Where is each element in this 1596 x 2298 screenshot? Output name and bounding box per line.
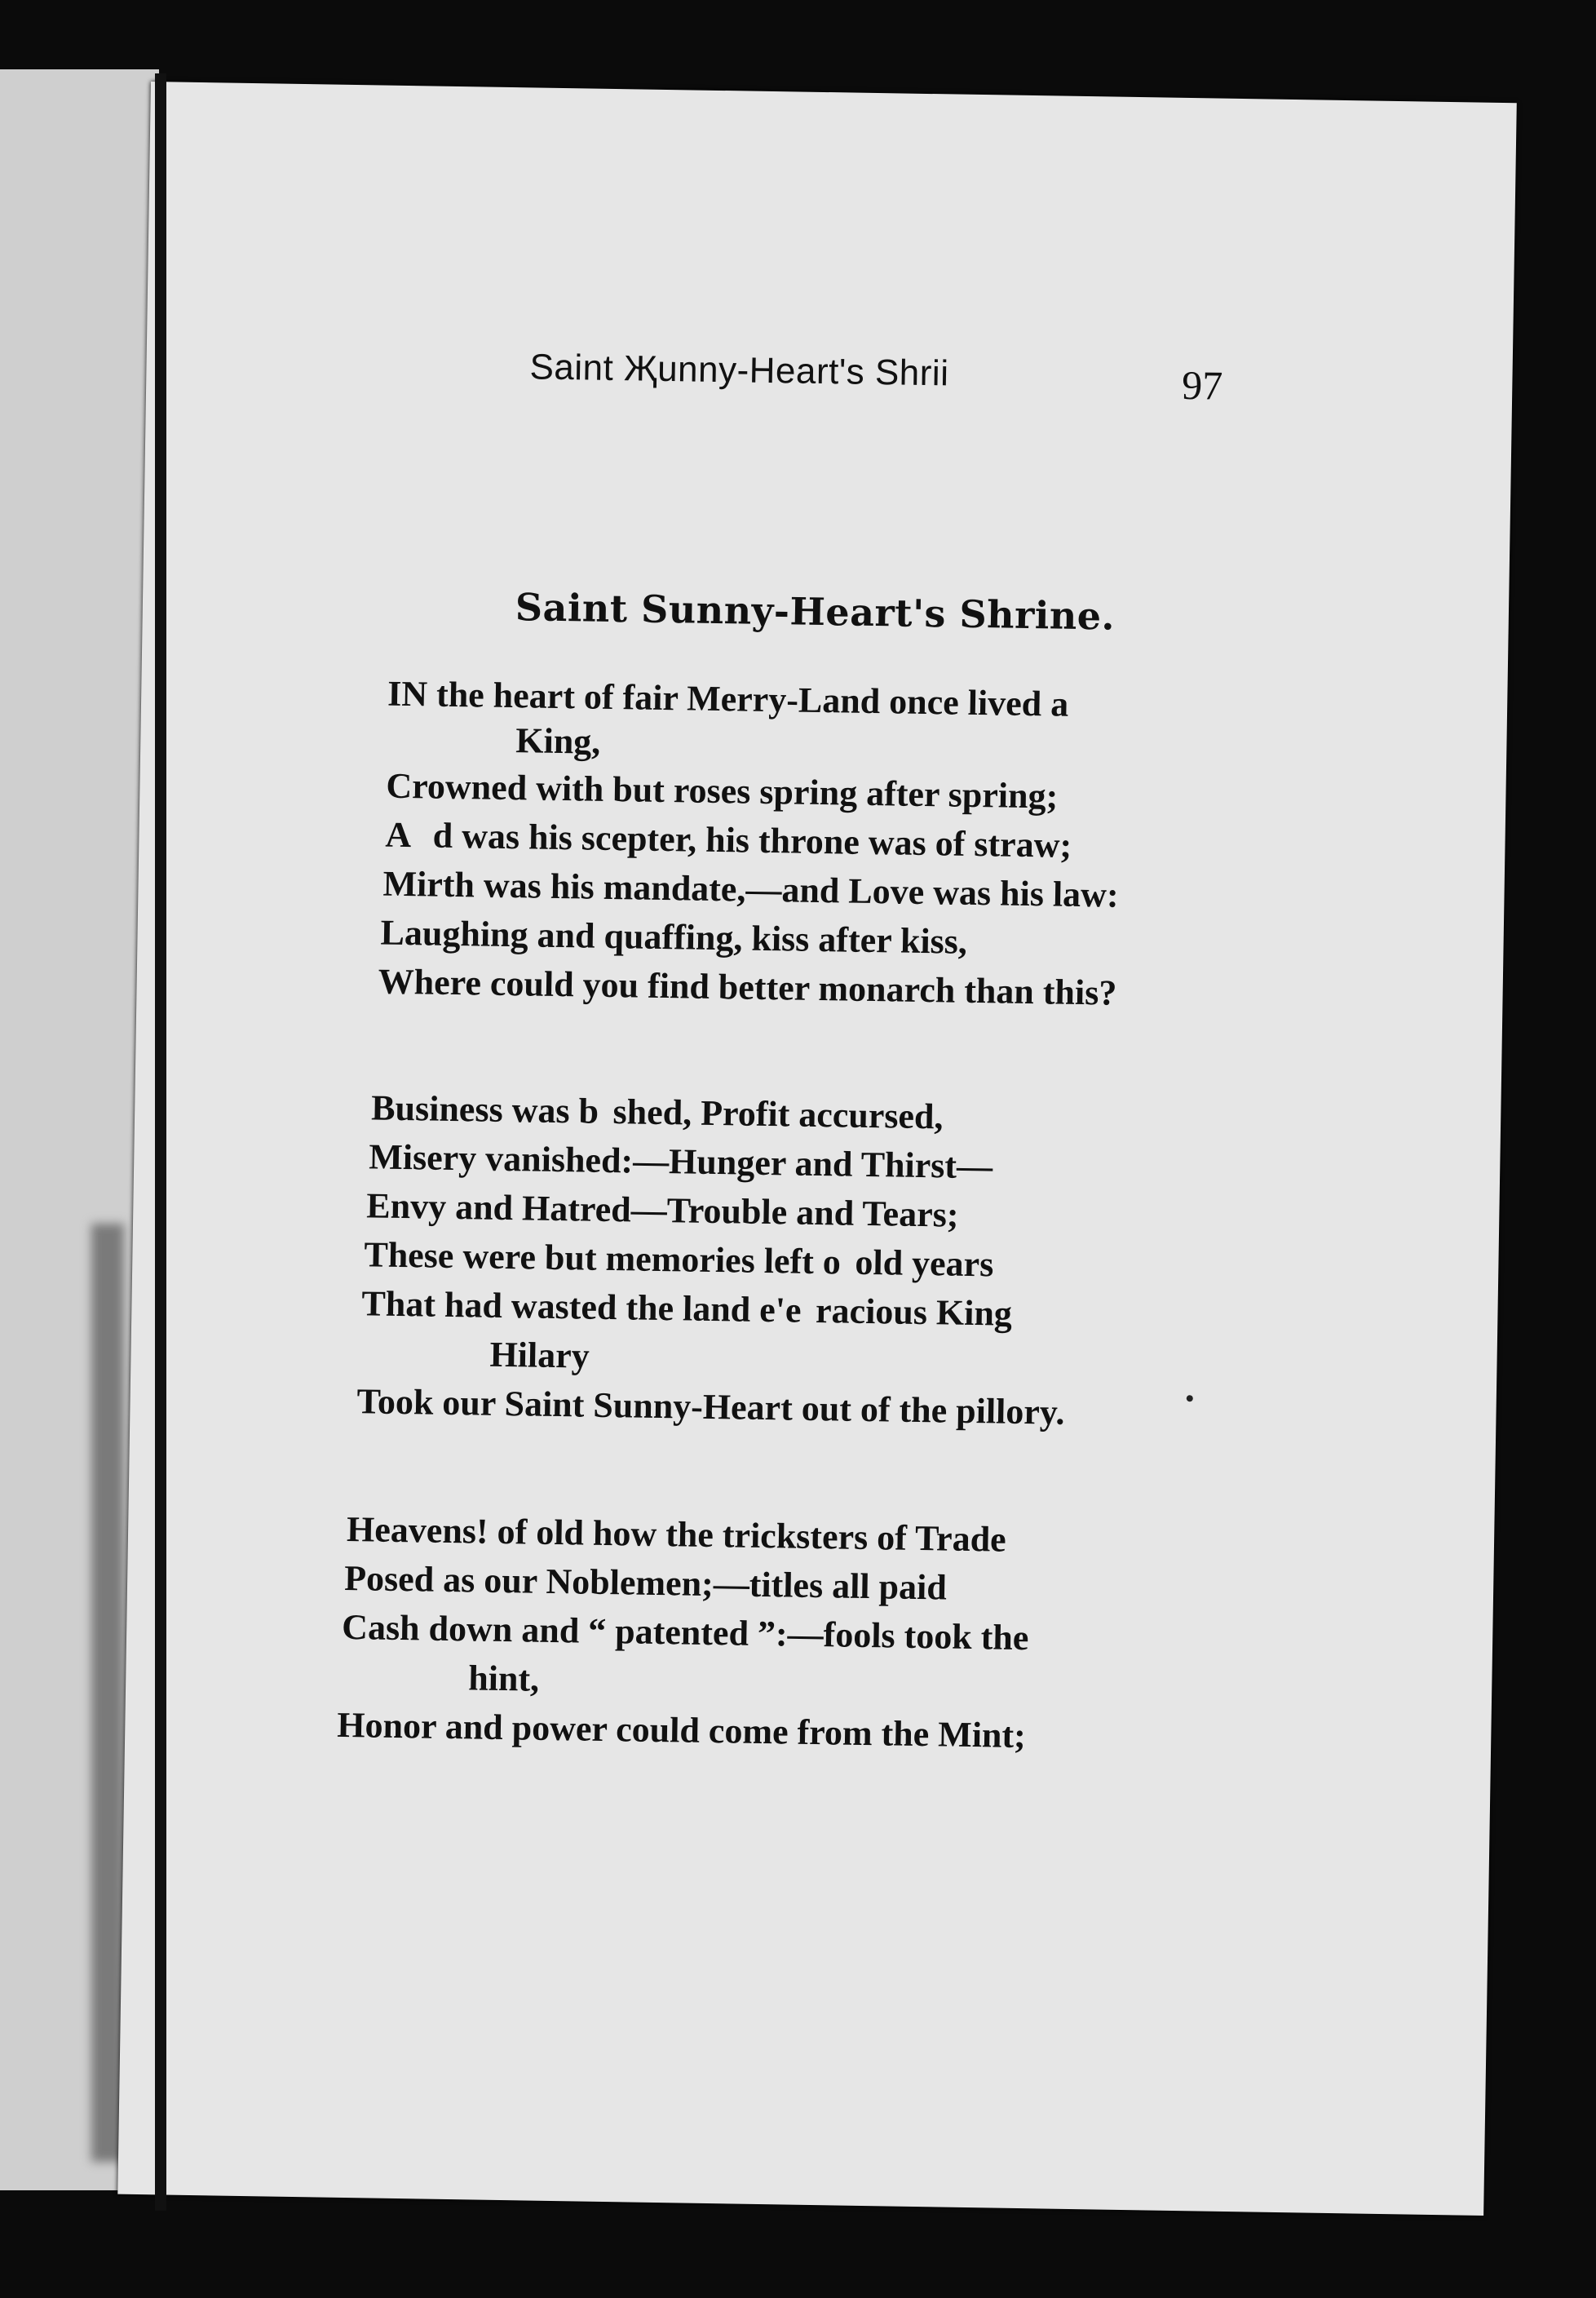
poem-line: IN the heart of fair Merry-Land once lived a: [387, 673, 1069, 724]
running-head: Saint Җunny-Heart's Shrii: [529, 347, 949, 394]
gutter-shadow: [91, 1224, 124, 2162]
poem-line: Business was b shed, Profit accursed,: [370, 1087, 944, 1137]
poem-line: Mirth was his mandate,—and Love was his law:: [382, 863, 1119, 915]
poem-line: Laughing and quaffing, kiss after kiss,: [380, 912, 968, 962]
poem-title: Saint Sunny-Heart's Shrine.: [515, 585, 1116, 639]
poem-line: Heavens! of old how the tricksters of Trade: [346, 1508, 1007, 1560]
poem-line: hint,: [467, 1658, 540, 1699]
poem-line: King,: [515, 720, 601, 762]
poem-line: Cash down and “ patented ”:—fools took the: [341, 1606, 1029, 1658]
poem-line: Posed as our Noblemen;—titles all paid: [343, 1557, 948, 1608]
page-content: [117, 82, 1516, 2216]
page-number: 97: [1181, 361, 1223, 409]
poem-line: A d was his scepter, his throne was of straw;: [385, 814, 1072, 866]
book-page: [117, 82, 1516, 2216]
scan-border-right: [1523, 0, 1596, 2298]
poem-line: Where could you find better monarch than this?: [378, 961, 1117, 1013]
poem-line: Hilary: [489, 1334, 590, 1376]
poem-line: These were but memories left o old years: [364, 1234, 994, 1285]
poem-line: Honor and power could come from the Mint;: [337, 1704, 1027, 1756]
gutter-line: [155, 73, 166, 2211]
poem-line: That had wasted the land e'e racious King: [361, 1283, 1013, 1334]
ink-speck: [1187, 1395, 1193, 1401]
poem-line: Crowned with but roses spring after spring;: [386, 765, 1059, 817]
poem-line: Envy and Hatred—Trouble and Tears;: [366, 1185, 959, 1235]
poem-line: Took our Saint Sunny-Heart out of the pillory.: [356, 1381, 1065, 1432]
poem-line: Misery vanished:—Hunger and Thirst—: [368, 1136, 993, 1187]
